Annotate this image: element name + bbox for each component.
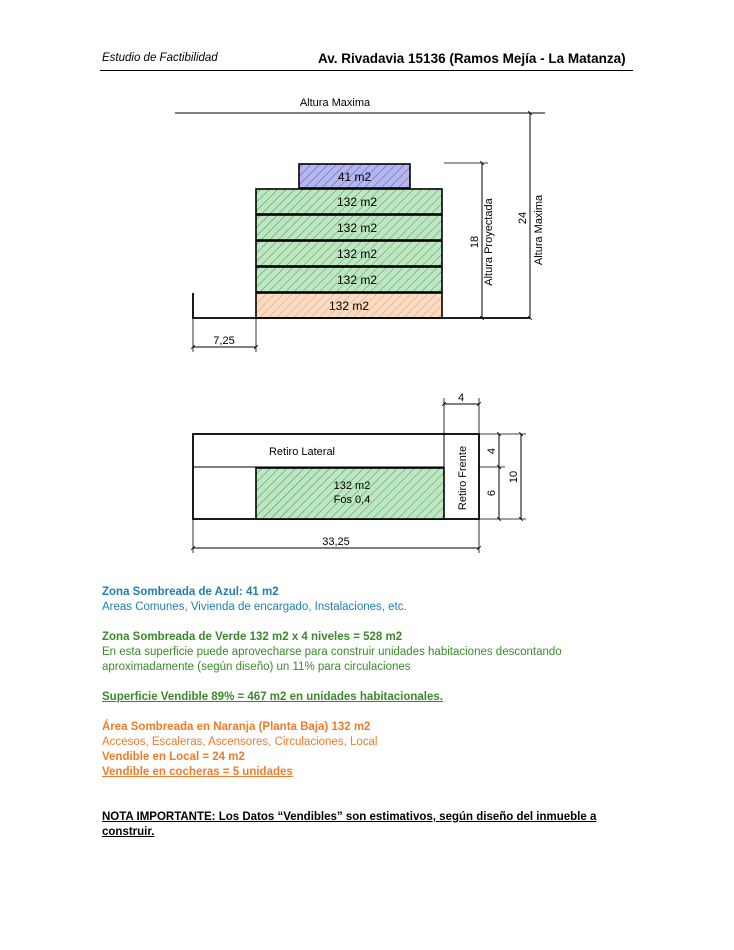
depth-bottom-value: 6 <box>486 489 498 497</box>
floor-green-4 <box>256 189 442 214</box>
floor-area-label: 132 m2 <box>336 273 378 287</box>
depth-total-value: 10 <box>508 470 520 484</box>
projected-height-value: 18 <box>469 235 481 249</box>
floor-top-blue <box>299 164 410 188</box>
sellable-surface: Superficie Vendible 89% = 467 m2 en unidades habitacionales. <box>102 691 443 703</box>
plan-area-label: 132 m2 <box>333 480 371 492</box>
blue-zone-title: Zona Sombreada de Azul: 41 m2 <box>102 586 279 598</box>
orange-parking-sellable: Vendible en cocheras = 5 unidades <box>102 766 293 778</box>
total-width-value: 33,25 <box>322 536 350 548</box>
plan-front-setback-label: Retiro Frente <box>457 445 469 511</box>
max-height-value: 24 <box>517 211 529 225</box>
document-header-right: Av. Rivadavia 15136 (Ramos Mejía - La Matanza) <box>318 51 626 66</box>
plan-fos-label: Fos 0,4 <box>333 494 371 506</box>
floor-area-label: 132 m2 <box>336 247 378 261</box>
max-height-vertical-label: Altura Maxima <box>533 194 545 266</box>
max-height-label: Altura Maxima <box>299 97 371 109</box>
setback-value: 7,25 <box>213 335 235 347</box>
plan-buildable-area <box>256 468 444 519</box>
important-note-line-2: construir. <box>102 826 155 838</box>
green-zone-title: Zona Sombreada de Verde 132 m2 x 4 niveles = 528 m2 <box>102 631 403 643</box>
floor-area-label: 132 m2 <box>336 195 378 209</box>
green-zone-desc-1: En esta superficie puede aprovecharse para construir unidades habitaciones descontando <box>102 646 562 658</box>
plan-lateral-setback-label: Retiro Lateral <box>268 446 336 458</box>
floor-green-1 <box>256 267 442 292</box>
floor-area-label: 132 m2 <box>328 299 370 313</box>
orange-zone-title: Área Sombreada en Naranja (Planta Baja) 132 m2 <box>102 721 371 733</box>
floor-area-label: 132 m2 <box>336 221 378 235</box>
projected-height-label: Altura Proyectada <box>483 198 495 286</box>
orange-zone-desc: Accesos, Escaleras, Ascensores, Circulaciones, Local <box>102 736 378 748</box>
notes-section <box>102 585 622 840</box>
document-header-left: Estudio de Factibilidad <box>102 52 218 64</box>
floor-green-3 <box>256 215 442 240</box>
floor-green-2 <box>256 241 442 266</box>
depth-top-value: 4 <box>486 447 498 455</box>
floor-ground-orange <box>256 293 442 318</box>
orange-local-sellable: Vendible en Local = 24 m2 <box>102 751 245 763</box>
front-width-value: 4 <box>457 392 465 404</box>
floor-area-label: 41 m2 <box>337 170 372 184</box>
important-note-line-1: NOTA IMPORTANTE: Los Datos “Vendibles” son estimativos, según diseño del inmueble a <box>102 811 597 823</box>
blue-zone-desc: Areas Comunes, Vivienda de encargado, Instalaciones, etc. <box>102 601 407 613</box>
green-zone-desc-2: aproximadamente (según diseño) un 11% para circulaciones <box>102 661 411 673</box>
